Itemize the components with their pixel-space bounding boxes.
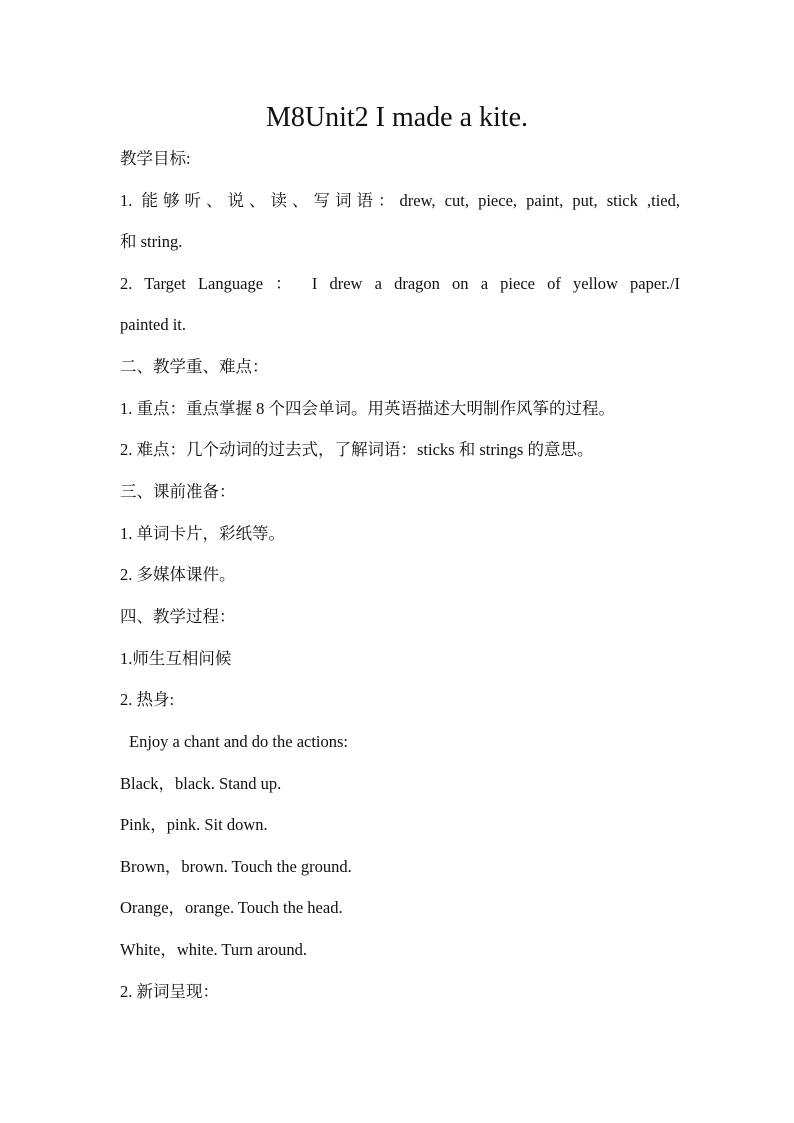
procedure-step-1: 1.师生互相问候	[120, 649, 232, 668]
section-heading-key-points: 二、教学重、难点：	[120, 357, 269, 376]
section-heading-objectives: 教学目标:	[120, 149, 191, 168]
procedure-step-2: 2. 热身:	[120, 690, 175, 709]
chant-instruction: Enjoy a chant and do the actions:	[129, 732, 349, 751]
chant-line-1: Black，black. Stand up.	[120, 774, 282, 793]
document-title: M8Unit2 I made a kite.	[265, 102, 529, 133]
objective-1-line-2: 和 string.	[120, 232, 183, 251]
objective-2-line-2: painted it.	[120, 315, 186, 334]
chant-line-5: White，white. Turn around.	[120, 940, 307, 959]
objective-1-line-1: 1. 能够听、说、读、写词语：drew, cut, piece, paint, put, stick ,tied,	[120, 191, 680, 210]
chant-line-3: Brown，brown. Touch the ground.	[120, 857, 352, 876]
chant-line-2: Pink，pink. Sit down.	[120, 815, 268, 834]
procedure-step-new-words: 2. 新词呈现：	[120, 982, 219, 1001]
objective-2-line-1: 2. Target Language ： I drew a dragon on a piece of yellow paper./I	[120, 274, 680, 293]
section-heading-preparation: 三、课前准备：	[120, 482, 236, 501]
preparation-item-1: 1. 单词卡片，彩纸等。	[120, 524, 285, 543]
section-heading-procedure: 四、教学过程：	[120, 607, 236, 626]
key-point-2: 2. 难点：几个动词的过去式，了解词语：sticks 和 strings 的意思。	[120, 440, 594, 459]
key-point-1: 1. 重点：重点掌握 8 个四会单词。用英语描述大明制作风筝的过程。	[120, 399, 615, 418]
chant-line-4: Orange，orange. Touch the head.	[120, 898, 343, 917]
preparation-item-2: 2. 多媒体课件。	[120, 565, 236, 584]
